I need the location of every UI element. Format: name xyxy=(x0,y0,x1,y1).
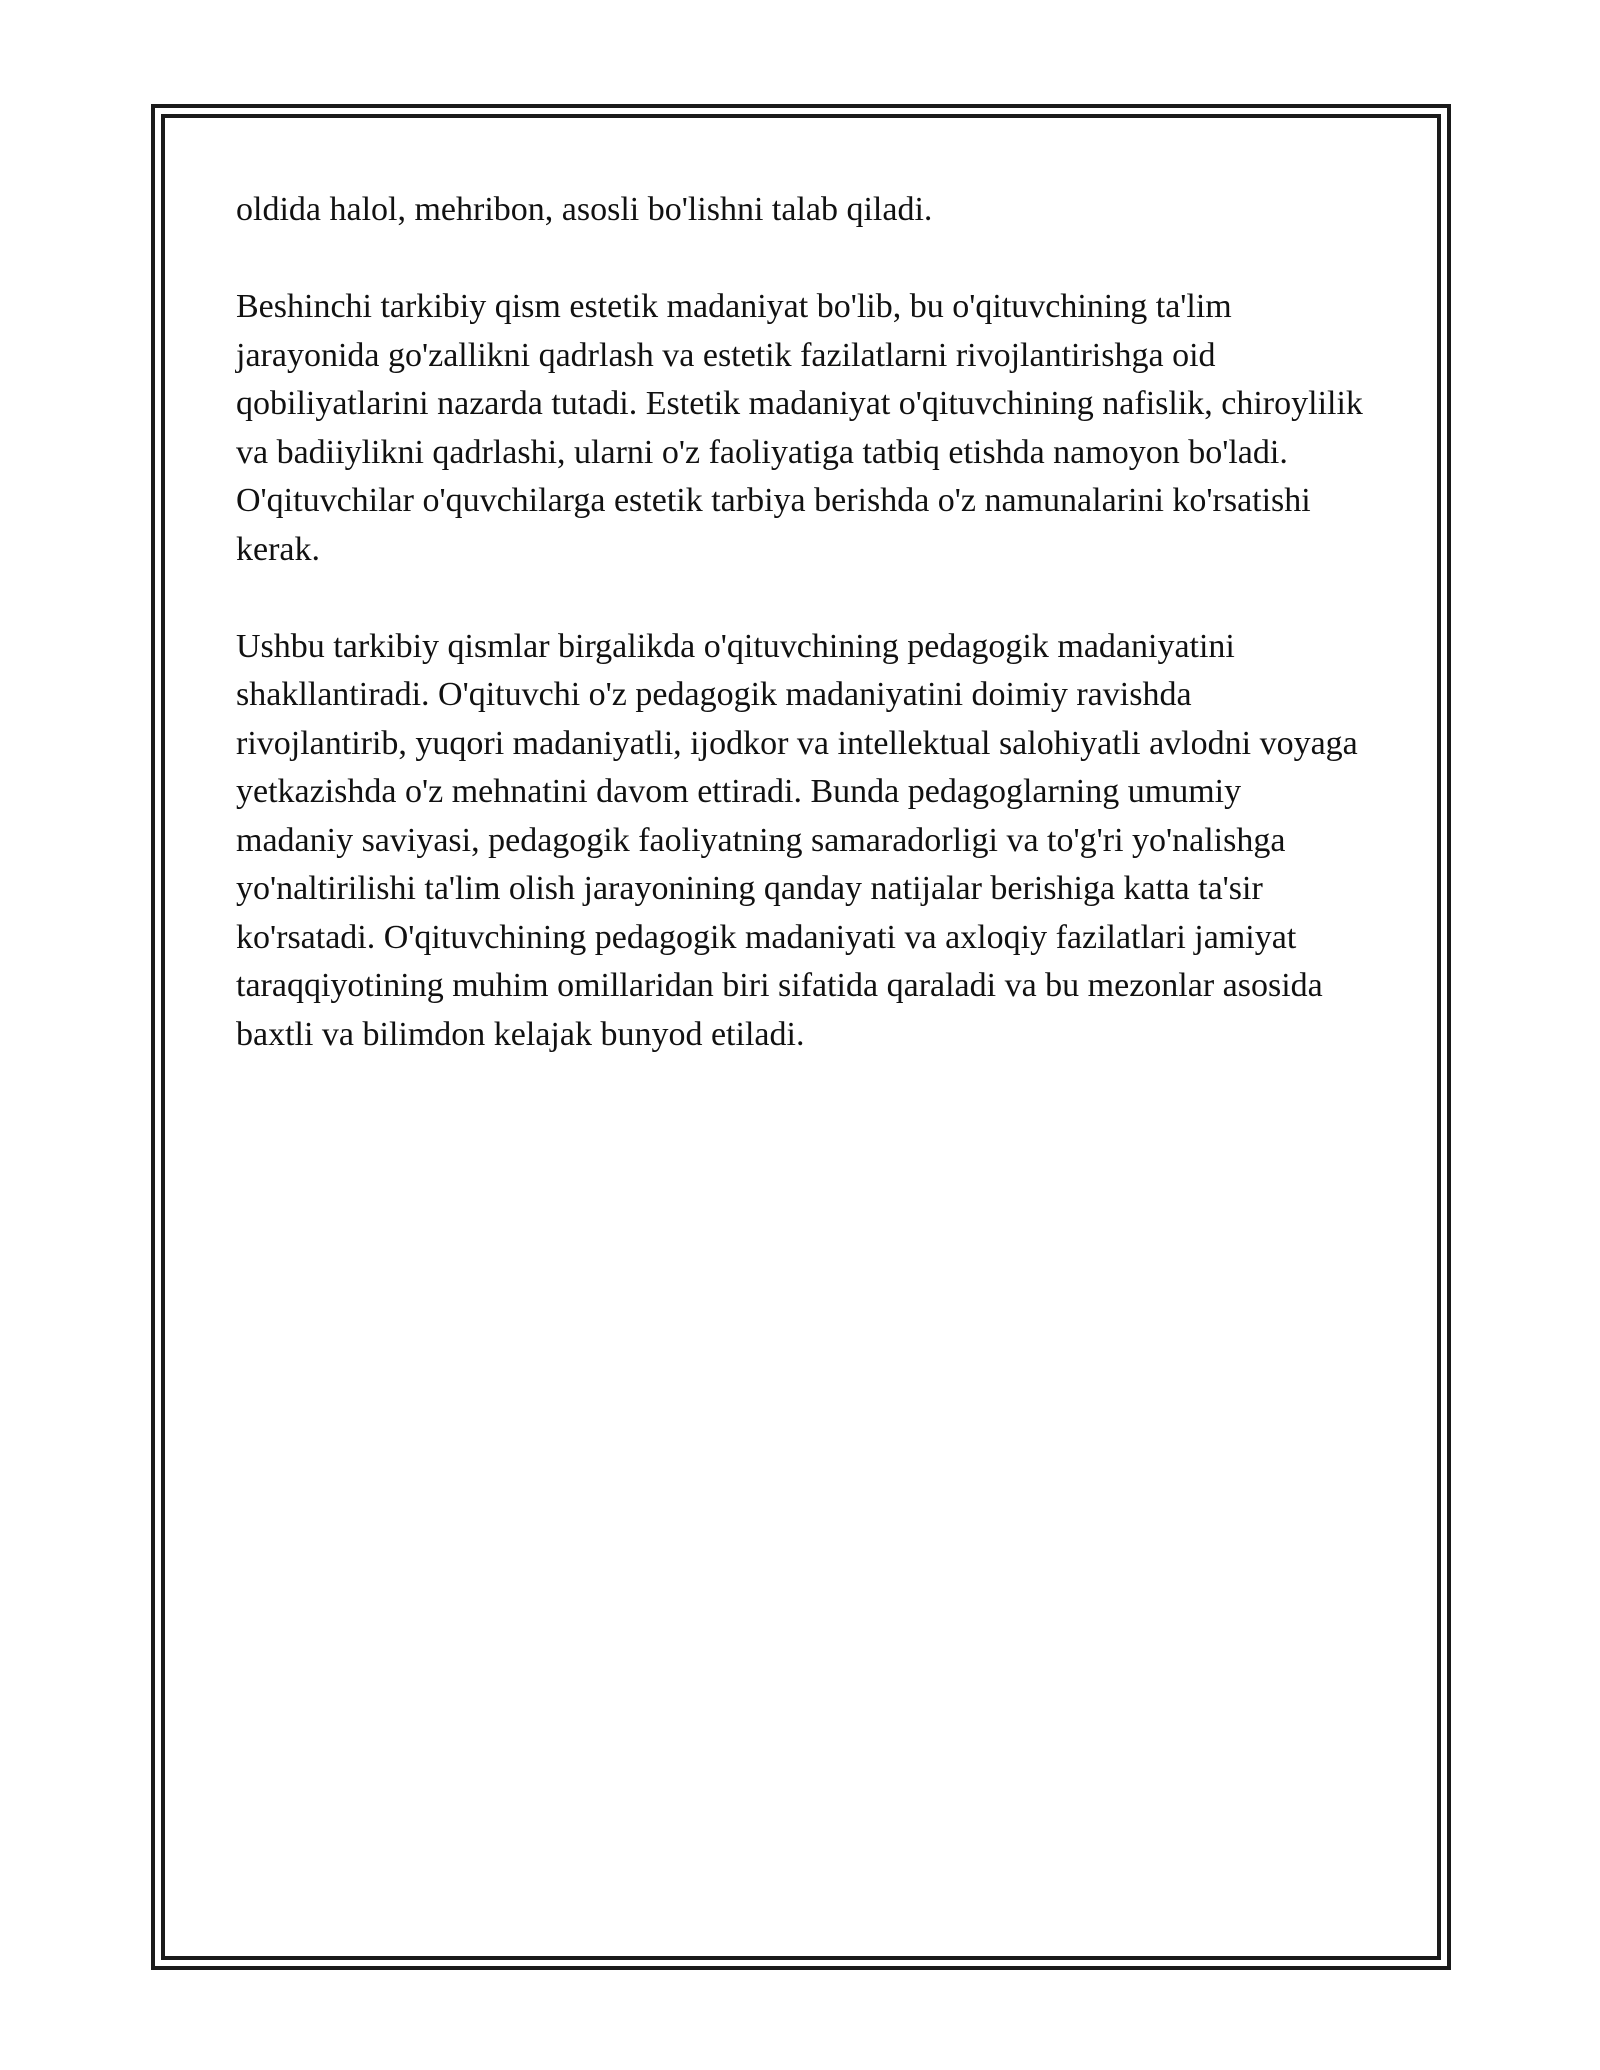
paragraph-1: oldida halol, mehribon, asosli bo'lishni talab qiladi. xyxy=(236,191,933,228)
paragraph-3: Ushbu tarkibiy qismlar birgalikda o'qituvchining pedagogik madaniyatini shakllantiradi. O'qituvchi o'z pedagogik madaniyatini doimiy ravishda rivojlantirib, yuqori madaniyatli, ijodkor va intellektual salohiyatli avlodni voyaga yetkazishda o'z mehnatini davom ettiradi. Bunda pedagoglarning umumiy madaniy saviyasi, pedagogik faoliyatning samaradorligi va to'g'ri yo'nalishga yo'naltirilishi ta'lim olish jarayonining qanday natijalar berishiga katta ta'sir ko'rsatadi. O'qituvchining pedagogik madaniyati va axloqiy fazilatlari jamiyat taraqqiyotining muhim omillaridan biri sifatida qaraladi va bu mezonlar asosida baxtli va bilimdon kelajak bunyod etiladi. xyxy=(236,627,1358,1053)
document-body xyxy=(236,186,1366,1108)
paragraph-2: Beshinchi tarkibiy qism estetik madaniyat bo'lib, bu o'qituvchining ta'lim jarayonida go'zallikni qadrlash va estetik fazilatlarni rivojlantirishga oid qobiliyatlarini nazarda tutadi. Estetik madaniyat o'qituvchining nafislik, chiroylilik va badiiylikni qadrlashi, ularni o'z faoliyatiga tatbiq etishda namoyon bo'ladi. O'qituvchilar o'quvchilarga estetik tarbiya berishda o'z namunalarini ko'rsatishi kerak. xyxy=(236,288,1363,568)
